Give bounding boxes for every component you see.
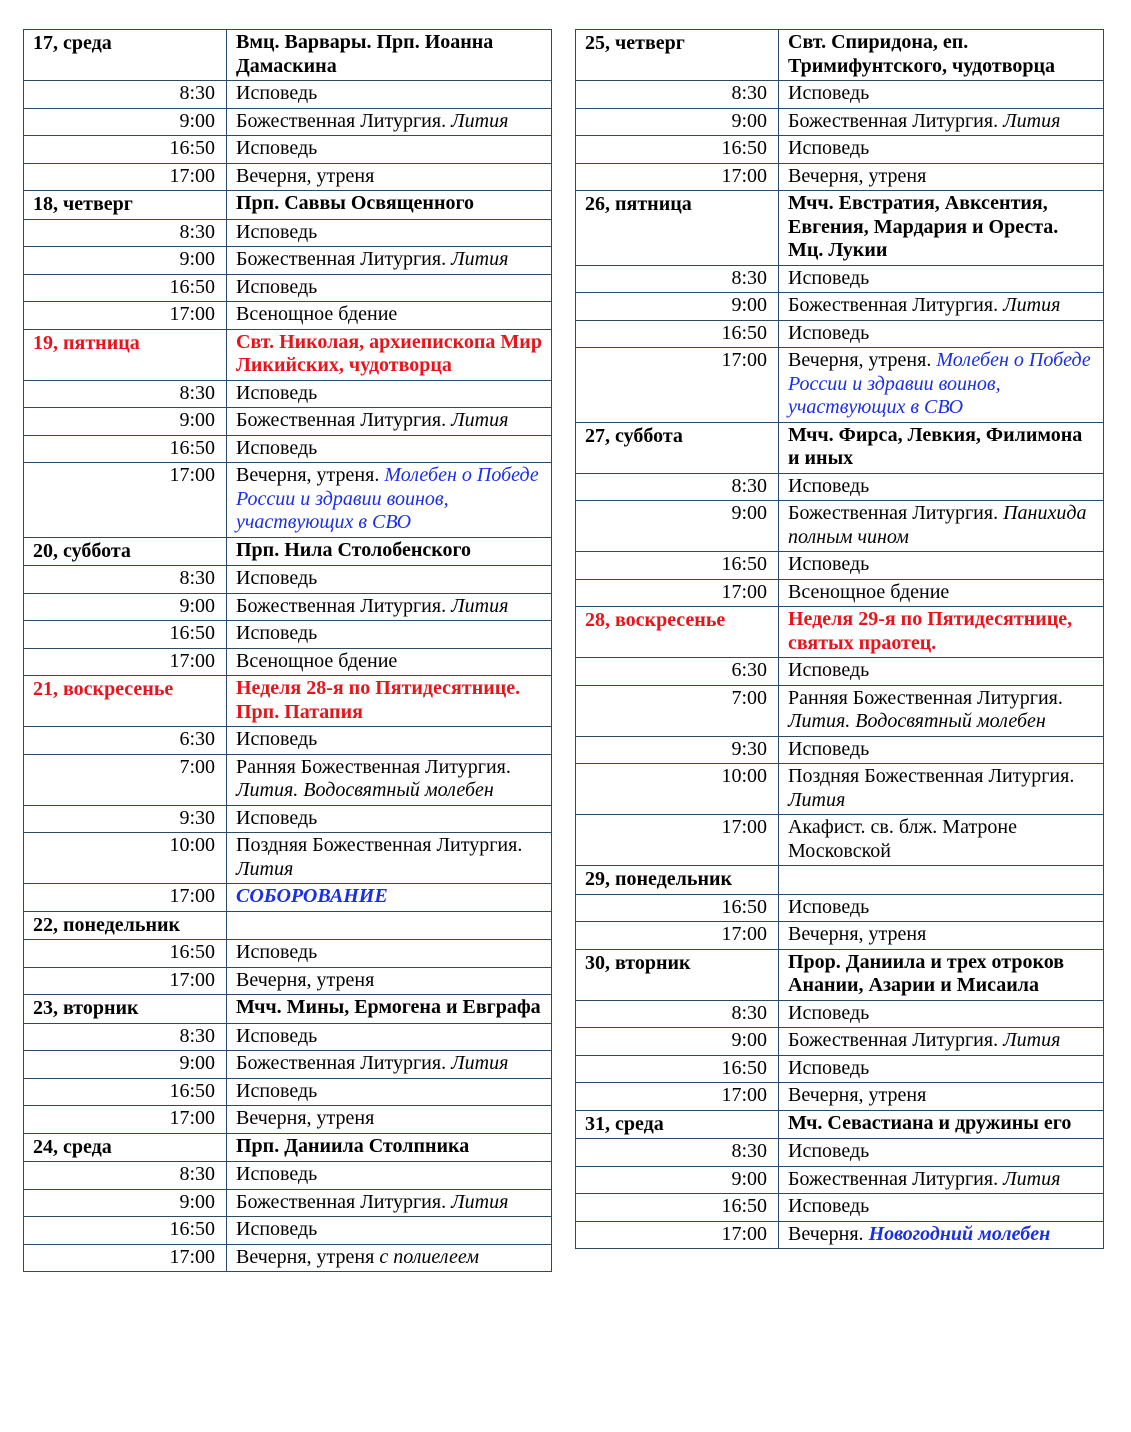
service-text: Вечерня, утреня.: [236, 464, 385, 486]
day-header-row: [576, 607, 1104, 658]
service-row: [576, 894, 1104, 922]
service-row: [24, 940, 552, 968]
day-date: 17, среда: [24, 30, 227, 81]
service-description: [779, 922, 1104, 950]
service-description: [779, 163, 1104, 191]
day-date: 29, понедельник: [576, 866, 779, 895]
special-service-note: Новогодний молебен: [868, 1222, 1051, 1245]
service-description: [779, 579, 1104, 607]
service-text: Исповедь: [788, 1195, 870, 1217]
service-time: 8:30: [576, 265, 779, 293]
service-row: [576, 1166, 1104, 1194]
service-note: Лития: [451, 109, 509, 132]
service-description: [227, 1051, 552, 1079]
service-text: Исповедь: [788, 895, 870, 918]
day-date: 25, четверг: [576, 30, 779, 81]
service-time: 9:00: [24, 593, 227, 621]
service-note: Лития: [1003, 1029, 1061, 1051]
service-text: Исповедь: [788, 553, 870, 575]
service-row: [24, 1244, 552, 1272]
service-row: [24, 408, 552, 436]
service-time: 16:50: [24, 136, 227, 164]
service-text: Исповедь: [236, 941, 318, 963]
service-description: [227, 648, 552, 676]
service-time: 17:00: [24, 1244, 227, 1272]
day-header-row: [24, 537, 552, 566]
service-time: 8:30: [576, 473, 779, 501]
service-description: [227, 1106, 552, 1134]
service-text: Божественная Литургия.: [788, 1167, 1004, 1190]
service-row: [24, 435, 552, 463]
service-text: Поздняя Божественная Литургия.: [788, 765, 1075, 787]
day-header-row: [24, 995, 552, 1024]
service-description: [779, 1000, 1104, 1028]
service-text: Вечерня, утреня: [236, 1107, 375, 1129]
service-time: 7:00: [576, 685, 779, 736]
service-note: Лития: [451, 1052, 509, 1074]
service-text: Исповедь: [788, 82, 870, 104]
service-row: [24, 1023, 552, 1051]
service-description: [779, 815, 1104, 866]
service-row: [24, 805, 552, 833]
service-description: [779, 764, 1104, 815]
service-text: Всенощное бдение: [788, 580, 950, 603]
service-row: [576, 320, 1104, 348]
service-row: [576, 685, 1104, 736]
service-description: [779, 320, 1104, 348]
service-row: [576, 108, 1104, 136]
service-description: [227, 884, 552, 912]
service-row: [24, 380, 552, 408]
service-row: [576, 1194, 1104, 1222]
service-note: Лития. Водосвятный молебен: [236, 779, 494, 801]
service-row: [24, 1078, 552, 1106]
service-text: Исповедь: [236, 220, 318, 243]
service-description: [779, 658, 1104, 686]
day-date: 18, четверг: [24, 191, 227, 220]
service-time: 17:00: [24, 463, 227, 538]
service-text: Исповедь: [236, 1024, 318, 1047]
service-note: с полиелеем: [379, 1245, 480, 1268]
service-row: [24, 621, 552, 649]
service-row: [576, 815, 1104, 866]
day-date: 23, вторник: [24, 995, 227, 1024]
service-text: Вечерня.: [788, 1222, 869, 1245]
service-row: [576, 473, 1104, 501]
day-header-row: [24, 911, 552, 940]
day-header-row: [576, 949, 1104, 1000]
service-text: Акафист. св. блж. Матроне Московской: [788, 816, 1018, 862]
feast-title: Прп. Даниила Столпника: [227, 1133, 552, 1162]
service-note: Лития: [1003, 1167, 1061, 1190]
service-row: [576, 1055, 1104, 1083]
service-note: Лития: [451, 1190, 509, 1213]
day-date: 21, воскресенье: [24, 676, 227, 727]
day-header-row: [24, 1133, 552, 1162]
feast-title: Мчч. Фирса, Левкия, Филимона и иных: [779, 422, 1104, 473]
service-description: [779, 1083, 1104, 1111]
service-description: [227, 1217, 552, 1245]
service-description: [779, 108, 1104, 136]
service-row: [576, 1221, 1104, 1249]
service-description: [227, 967, 552, 995]
service-description: [779, 1194, 1104, 1222]
service-description: [779, 1166, 1104, 1194]
service-row: [576, 348, 1104, 423]
service-description: [227, 805, 552, 833]
service-time: 16:50: [576, 320, 779, 348]
service-time: 17:00: [576, 579, 779, 607]
service-description: [227, 940, 552, 968]
day-date: 24, среда: [24, 1133, 227, 1162]
service-row: [24, 108, 552, 136]
service-description: [779, 473, 1104, 501]
service-row: [576, 1000, 1104, 1028]
service-description: [227, 593, 552, 621]
service-description: [227, 136, 552, 164]
service-text: Исповедь: [236, 137, 318, 159]
feast-title: Свт. Спиридона, еп. Тримифунтского, чудотворца: [779, 30, 1104, 81]
day-date: 20, суббота: [24, 537, 227, 566]
feast-title: Мчч. Евстратия, Авксентия, Евгения, Мардария и Ореста. Мц. Лукии: [779, 191, 1104, 266]
service-text: Исповедь: [236, 1218, 318, 1240]
service-note: Лития: [1003, 109, 1061, 132]
service-time: 16:50: [24, 435, 227, 463]
service-text: Божественная Литургия.: [788, 1029, 1004, 1051]
service-description: [779, 1028, 1104, 1056]
service-description: [227, 833, 552, 884]
service-description: [779, 348, 1104, 423]
service-time: 10:00: [24, 833, 227, 884]
day-header-row: [24, 30, 552, 81]
service-description: [227, 1023, 552, 1051]
day-date: 19, пятница: [24, 329, 227, 380]
service-description: [779, 81, 1104, 109]
service-text: Ранняя Божественная Литургия.: [236, 755, 511, 778]
service-time: 9:00: [576, 293, 779, 321]
service-text: Вечерня, утреня: [788, 164, 927, 187]
service-time: 17:00: [24, 302, 227, 330]
service-row: [24, 593, 552, 621]
service-description: [227, 1244, 552, 1272]
service-row: [576, 552, 1104, 580]
service-text: Исповедь: [788, 1140, 870, 1162]
service-text: Исповедь: [236, 728, 318, 750]
service-description: [227, 163, 552, 191]
service-text: Исповедь: [236, 1163, 318, 1185]
service-description: [227, 1189, 552, 1217]
feast-title: Неделя 28-я по Пятидесятнице. Прп. Патапия: [227, 676, 552, 727]
service-time: 9:30: [24, 805, 227, 833]
service-text: Исповедь: [236, 436, 318, 459]
service-description: [227, 380, 552, 408]
service-note: Лития: [451, 594, 509, 617]
feast-title: Прп. Нила Столобенского: [227, 537, 552, 566]
service-time: 17:00: [24, 884, 227, 912]
service-row: [576, 81, 1104, 109]
service-description: [227, 274, 552, 302]
service-description: [227, 727, 552, 755]
service-text: Исповедь: [788, 266, 870, 289]
service-row: [576, 293, 1104, 321]
service-text: Вечерня, утреня: [788, 1084, 927, 1106]
service-row: [576, 1028, 1104, 1056]
day-header-row: [576, 422, 1104, 473]
feast-title: Мчч. Мины, Ермогена и Евграфа: [227, 995, 552, 1024]
service-description: [227, 408, 552, 436]
service-time: 8:30: [24, 1162, 227, 1190]
service-description: [779, 136, 1104, 164]
service-time: 8:30: [24, 380, 227, 408]
service-time: 16:50: [24, 940, 227, 968]
day-header-row: [576, 191, 1104, 266]
service-text: Божественная Литургия.: [236, 1190, 452, 1213]
service-row: [24, 833, 552, 884]
service-row: [576, 922, 1104, 950]
service-time: 9:00: [576, 1028, 779, 1056]
service-time: 8:30: [24, 219, 227, 247]
service-time: 8:30: [576, 1139, 779, 1167]
service-time: 16:50: [24, 274, 227, 302]
service-description: [227, 108, 552, 136]
service-note: Лития: [236, 857, 294, 880]
service-row: [24, 1217, 552, 1245]
service-row: [24, 247, 552, 275]
service-row: [24, 1051, 552, 1079]
day-date: 26, пятница: [576, 191, 779, 266]
service-row: [24, 754, 552, 805]
service-row: [24, 274, 552, 302]
service-time: 9:30: [576, 736, 779, 764]
service-text: Исповедь: [788, 1056, 870, 1079]
service-time: 17:00: [24, 163, 227, 191]
service-time: 8:30: [24, 566, 227, 594]
service-time: 17:00: [576, 1083, 779, 1111]
service-time: 6:30: [576, 658, 779, 686]
service-row: [24, 1106, 552, 1134]
service-row: [576, 1139, 1104, 1167]
service-text: Исповедь: [788, 321, 870, 344]
service-row: [24, 81, 552, 109]
service-time: 9:00: [24, 1051, 227, 1079]
service-time: 8:30: [576, 81, 779, 109]
service-description: [779, 1139, 1104, 1167]
service-text: Божественная Литургия.: [236, 248, 452, 270]
service-text: Ранняя Божественная Литургия.: [788, 686, 1063, 709]
service-description: [779, 552, 1104, 580]
service-description: [779, 501, 1104, 552]
service-note: Лития: [1003, 294, 1061, 316]
service-row: [24, 566, 552, 594]
service-row: [24, 163, 552, 191]
service-description: [227, 219, 552, 247]
service-time: 16:50: [576, 136, 779, 164]
feast-title: [779, 866, 1104, 895]
service-time: 16:50: [24, 1078, 227, 1106]
day-header-row: [576, 866, 1104, 895]
service-description: [779, 685, 1104, 736]
service-description: [779, 736, 1104, 764]
service-note: Лития: [451, 248, 509, 270]
day-header-row: [24, 191, 552, 220]
moleben-note: Молебен о Победе России и здравии воинов, участвующих в СВО: [236, 464, 539, 533]
service-text: Исповедь: [788, 137, 870, 159]
service-description: [227, 1078, 552, 1106]
day-date: 28, воскресенье: [576, 607, 779, 658]
service-note: Панихида полным чином: [788, 502, 1087, 548]
service-time: 17:00: [24, 1106, 227, 1134]
service-text: Божественная Литургия.: [236, 109, 452, 132]
feast-title: Вмц. Варвары. Прп. Иоанна Дамаскина: [227, 30, 552, 81]
service-time: 17:00: [576, 163, 779, 191]
service-time: 17:00: [24, 648, 227, 676]
service-time: 16:50: [576, 552, 779, 580]
service-row: [576, 579, 1104, 607]
feast-title: Прп. Саввы Освященного: [227, 191, 552, 220]
service-note: Лития. Водосвятный молебен: [788, 710, 1046, 732]
feast-title: [227, 911, 552, 940]
service-row: [24, 463, 552, 538]
service-text: Вечерня, утреня: [788, 923, 927, 945]
service-text: Исповедь: [236, 381, 318, 404]
service-row: [24, 1162, 552, 1190]
service-time: 10:00: [576, 764, 779, 815]
service-description: [227, 566, 552, 594]
service-text: Божественная Литургия.: [236, 409, 452, 431]
service-time: 16:50: [24, 1217, 227, 1245]
service-text: Исповедь: [236, 622, 318, 644]
service-text: Поздняя Божественная Литургия.: [236, 834, 523, 856]
service-row: [24, 967, 552, 995]
day-date: 27, суббота: [576, 422, 779, 473]
service-row: [576, 163, 1104, 191]
service-text: Божественная Литургия.: [236, 594, 452, 617]
service-time: 17:00: [576, 1221, 779, 1249]
service-description: [227, 754, 552, 805]
service-row: [576, 265, 1104, 293]
service-text: Вечерня, утреня: [236, 164, 375, 187]
service-description: [227, 463, 552, 538]
service-description: [227, 1162, 552, 1190]
service-text: Исповедь: [788, 737, 870, 760]
service-text: Божественная Литургия.: [788, 109, 1004, 132]
service-text: Исповедь: [788, 659, 870, 681]
service-time: 7:00: [24, 754, 227, 805]
day-header-row: [576, 30, 1104, 81]
service-time: 17:00: [576, 348, 779, 423]
service-row: [24, 1189, 552, 1217]
feast-title: Свт. Николая, архиепископа Мир Ликийских, чудотворца: [227, 329, 552, 380]
service-time: 8:30: [24, 1023, 227, 1051]
service-row: [576, 136, 1104, 164]
day-header-row: [24, 329, 552, 380]
service-text: Вечерня, утреня: [236, 968, 375, 991]
service-description: [779, 894, 1104, 922]
day-date: 30, вторник: [576, 949, 779, 1000]
service-row: [24, 648, 552, 676]
service-description: [779, 293, 1104, 321]
day-date: 22, понедельник: [24, 911, 227, 940]
service-time: 9:00: [576, 108, 779, 136]
schedule-table-right: [575, 29, 1104, 1249]
service-row: [576, 1083, 1104, 1111]
service-row: [24, 219, 552, 247]
service-time: 9:00: [24, 108, 227, 136]
service-text: Исповедь: [236, 567, 318, 589]
service-text: Исповедь: [236, 1079, 318, 1102]
service-time: 8:30: [576, 1000, 779, 1028]
service-row: [24, 136, 552, 164]
service-description: [227, 435, 552, 463]
service-description: [779, 1055, 1104, 1083]
service-text: Исповедь: [236, 82, 318, 104]
service-time: 6:30: [24, 727, 227, 755]
service-time: 9:00: [24, 408, 227, 436]
service-text: Божественная Литургия.: [788, 294, 1004, 316]
feast-title: Мч. Севастиана и дружины его: [779, 1110, 1104, 1139]
service-text: Исповедь: [788, 1001, 870, 1024]
day-header-row: [24, 676, 552, 727]
service-time: 17:00: [576, 922, 779, 950]
service-text: Вечерня, утреня.: [788, 349, 937, 371]
service-time: 8:30: [24, 81, 227, 109]
service-time: 16:50: [576, 1055, 779, 1083]
service-time: 9:00: [24, 1189, 227, 1217]
service-time: 9:00: [576, 501, 779, 552]
service-time: 16:50: [576, 1194, 779, 1222]
service-row: [576, 764, 1104, 815]
service-text: Всенощное бдение: [236, 303, 398, 325]
service-time: 9:00: [576, 1166, 779, 1194]
day-header-row: [576, 1110, 1104, 1139]
service-row: [24, 727, 552, 755]
service-text: Вечерня, утреня: [236, 1245, 380, 1268]
service-row: [576, 736, 1104, 764]
service-row: [576, 501, 1104, 552]
service-text: Исповедь: [236, 275, 318, 298]
service-time: 17:00: [24, 967, 227, 995]
service-description: [227, 81, 552, 109]
service-time: 16:50: [576, 894, 779, 922]
service-text: Всенощное бдение: [236, 649, 398, 672]
service-row: [576, 658, 1104, 686]
feast-title: Неделя 29-я по Пятидесятнице, святых праотец.: [779, 607, 1104, 658]
feast-title: Прор. Даниила и трех отроков Анании, Азарии и Мисаила: [779, 949, 1104, 1000]
moleben-note: Молебен о Победе России и здравии воинов, участвующих в СВО: [788, 349, 1091, 418]
service-text: Исповедь: [788, 474, 870, 497]
schedule-table-left: [23, 29, 552, 1272]
service-description: [227, 302, 552, 330]
service-text: Божественная Литургия.: [236, 1052, 452, 1074]
service-description: [779, 265, 1104, 293]
day-date: 31, среда: [576, 1110, 779, 1139]
service-row: [24, 884, 552, 912]
service-description: [227, 247, 552, 275]
service-row: [24, 302, 552, 330]
service-time: 17:00: [576, 815, 779, 866]
service-text: Исповедь: [236, 806, 318, 829]
service-text: Божественная Литургия.: [788, 502, 1004, 524]
service-description: [779, 1221, 1104, 1249]
service-note: Лития: [451, 409, 509, 431]
service-time: 9:00: [24, 247, 227, 275]
service-description: [227, 621, 552, 649]
service-note: Лития: [788, 788, 846, 811]
special-service-note: СОБОРОВАНИЕ: [236, 885, 388, 907]
service-time: 16:50: [24, 621, 227, 649]
